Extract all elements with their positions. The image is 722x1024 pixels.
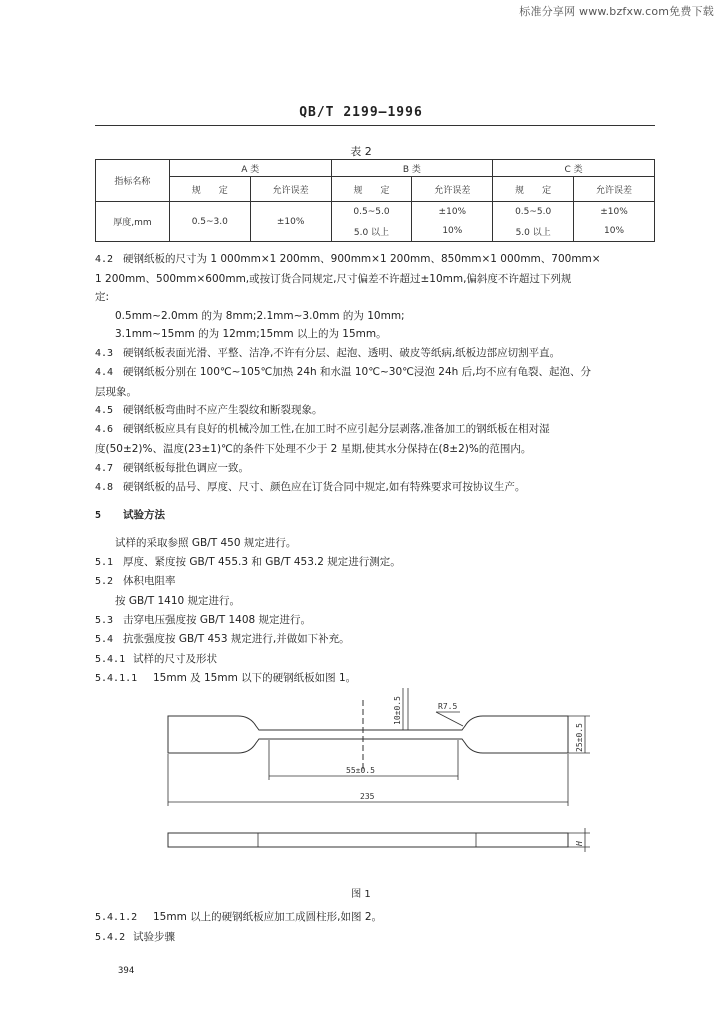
spec-table (95, 159, 655, 242)
c-tol-cell-2: 10% (574, 222, 655, 242)
watermark: 标准分享网 www.bzfxw.com免费下载 (519, 5, 714, 18)
clause-text: 硬钢纸板弯曲时不应产生裂纹和断裂现象。 (123, 404, 323, 416)
specimen-outline (168, 716, 568, 753)
page-number: 394 (118, 966, 135, 976)
clause-text: 试样的尺寸及形状 (133, 653, 217, 665)
clause-4-6 (95, 420, 660, 458)
clause-4-7 (95, 459, 660, 479)
standard-code: QB/T 2199—1996 (299, 105, 423, 120)
row-label: 厚度,mm (96, 202, 170, 242)
clause-text: 硬钢纸板应具有良好的机械冷加工性,在加工时不应引起分层剥落,准备加工的钢纸板在相对湿 (123, 423, 550, 435)
clause-text: 度(50±2)%、温度(23±1)℃的条件下处理不少于 2 星期,使其水分保持在(8±2)%的范围内。 (95, 442, 532, 455)
class-b-header: B 类 (331, 160, 493, 177)
clause-text: 硬钢纸板每批色调应一致。 (123, 462, 249, 474)
clause-4-8 (95, 478, 660, 498)
clause-number: 5.4.1 (95, 654, 126, 665)
radius-leader (436, 712, 463, 726)
a-spec-header: 规 定 (169, 177, 250, 202)
clause-5-3 (95, 611, 660, 631)
figure-1-drawing (150, 680, 610, 870)
clause-text: 硬钢纸板表面光滑、平整、洁净,不许有分层、起泡、透明、破皮等纸病,纸板边部应切割平直。 (123, 347, 561, 359)
b-tol-cell-1: ±10% (412, 202, 493, 222)
clause-number: 4.4 (95, 367, 114, 378)
width-dim-label: 25±0.5 (575, 723, 584, 752)
clause-number: 4.2 (95, 254, 114, 265)
header-rule (95, 125, 655, 126)
gauge-dim-label: 55±0.5 (346, 766, 375, 775)
clause-number: 5.2 (95, 576, 114, 587)
clause-text: 试验步骤 (133, 931, 175, 943)
clause-text: 15mm 及 15mm 以下的硬钢纸板如图 1。 (153, 672, 357, 684)
clause-text: 击穿电压强度按 GB/T 1408 规定进行。 (123, 614, 312, 626)
section-number: 5 (95, 510, 102, 521)
col-index-header: 指标名称 (96, 160, 170, 202)
b-spec-cell-2: 5.0 以上 (331, 222, 412, 242)
clause-number: 5.4 (95, 634, 114, 645)
clause-5-2-body: 按 GB/T 1410 规定进行。 (115, 595, 241, 607)
clause-text: 硬钢纸板分别在 100℃~105℃加热 24h 和水温 10℃~30℃浸泡 24h 后,均不应有龟裂、起泡、分 (123, 366, 591, 378)
clause-number: 5.4.2 (95, 932, 126, 943)
c-spec-cell-1: 0.5~5.0 (493, 202, 574, 222)
c-tol-header: 允许误差 (574, 177, 655, 202)
class-a-header: A 类 (169, 160, 331, 177)
clause-number: 5.4.1.1 (95, 673, 138, 684)
clause-5-4-1-2 (95, 908, 660, 928)
b-spec-header: 规 定 (331, 177, 412, 202)
clause-number: 4.3 (95, 348, 114, 359)
clause-number: 5.1 (95, 557, 114, 568)
clause-4-5 (95, 401, 660, 421)
section-5-heading (95, 506, 660, 526)
c-spec-cell-2: 5.0 以上 (493, 222, 574, 242)
clause-number: 5.4.1.2 (95, 912, 138, 923)
clause-5-4-1 (95, 650, 660, 670)
class-c-header: C 类 (493, 160, 655, 177)
clause-text: 硬钢纸板的尺寸为 1 000mm×1 200mm、900mm×1 200mm、850mm×1 000mm、700mm× (123, 253, 601, 265)
b-tol-header: 允许误差 (412, 177, 493, 202)
a-tol-header: 允许误差 (250, 177, 331, 202)
clause-number: 4.6 (95, 424, 114, 435)
clause-4-4 (95, 363, 660, 401)
a-tol-cell: ±10% (250, 202, 331, 242)
c-tol-cell-1: ±10% (574, 202, 655, 222)
clause-text: 15mm 以上的硬钢纸板应加工成圆柱形,如图 2。 (153, 911, 383, 923)
clause-4-2 (95, 250, 660, 344)
clause-text: 0.5mm~2.0mm 的为 8mm;2.1mm~3.0mm 的为 10mm; (115, 309, 405, 322)
total-dim-label: 235 (360, 792, 375, 801)
neck-dim-label: 10±0.5 (393, 696, 402, 725)
clause-text: 3.1mm~15mm 的为 12mm;15mm 以上的为 15mm。 (115, 328, 387, 340)
b-spec-cell-1: 0.5~5.0 (331, 202, 412, 222)
clause-number: 4.7 (95, 463, 114, 474)
table-caption: 表 2 (350, 145, 372, 158)
clause-5-2 (95, 572, 660, 592)
clause-number: 5.3 (95, 615, 114, 626)
section-5-intro: 试样的采取参照 GB/T 450 规定进行。 (115, 537, 297, 549)
figure-1-caption: 图 1 (351, 889, 371, 900)
clause-text: 硬钢纸板的品号、厚度、尺寸、颜色应在订货合同中规定,如有特殊要求可按协议生产。 (123, 481, 526, 493)
clause-text: 抗张强度按 GB/T 453 规定进行,并做如下补充。 (123, 633, 350, 645)
clause-number: 4.8 (95, 482, 114, 493)
clause-5-4 (95, 630, 660, 650)
clause-text: 1 200mm、500mm×600mm,或按订货合同规定,尺寸偏差不许超过±10mm,偏斜度不许超过下列规 (95, 272, 572, 285)
radius-label: R7.5 (438, 702, 458, 711)
clause-5-4-2 (95, 928, 660, 948)
clause-text: 体积电阻率 (123, 575, 176, 587)
clause-4-3 (95, 344, 660, 364)
b-tol-cell-2: 10% (412, 222, 493, 242)
clause-text: 厚度、紧度按 GB/T 455.3 和 GB/T 453.2 规定进行测定。 (123, 556, 401, 568)
thickness-label: H (575, 841, 584, 846)
a-spec-cell: 0.5~3.0 (169, 202, 250, 242)
side-view-outline (168, 833, 568, 847)
c-spec-header: 规 定 (493, 177, 574, 202)
section-title: 试验方法 (123, 509, 165, 521)
clause-5-1 (95, 553, 660, 573)
clause-number: 4.5 (95, 405, 114, 416)
clause-text: 定: (95, 291, 110, 303)
clause-text: 层现象。 (95, 385, 137, 398)
